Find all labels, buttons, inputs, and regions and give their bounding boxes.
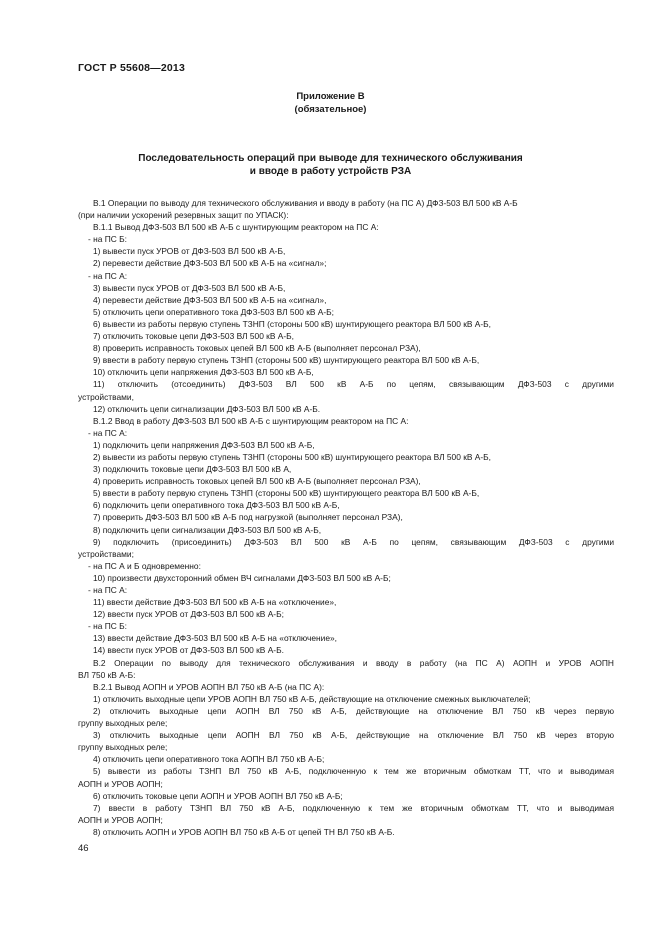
text-line: АОПН и УРОВ АОПН; <box>78 778 163 789</box>
text-line: 9) подключить (присоединить) ДФЗ-503 ВЛ 500 кВ А-Б по цепям, связывающим ДФЗ-503 с другими <box>93 536 614 547</box>
text-line: В.1.2 Ввод в работу ДФЗ-503 ВЛ 500 кВ А-Б с шунтирующим реактором на ПС А: <box>93 415 409 426</box>
text-line: 12) ввести пуск УРОВ от ДФЗ-503 ВЛ 500 кВ А-Б; <box>93 609 284 620</box>
text-line: группу выходных реле; <box>78 742 168 753</box>
text-line: ВЛ 750 кВ А-Б: <box>78 669 136 680</box>
text-line: группу выходных реле; <box>78 718 168 729</box>
text-line: В.2 Операции по выводу для технического обслуживания и вводу в работу (на ПС А) АОПН и УРОВ АОПН <box>93 657 614 668</box>
section-title-line-2: и вводе в работу устройств РЗА <box>249 166 412 177</box>
text-line: 14) ввести пуск УРОВ от ДФЗ-503 ВЛ 500 кВ А-Б. <box>93 645 284 656</box>
page-number: 46 <box>78 843 89 854</box>
section-title <box>0 152 661 178</box>
text-line: - на ПС Б: <box>88 621 127 632</box>
text-line: 6) вывести из работы первую ступень ТЗНП (стороны 500 кВ) шунтирующего реактора ВЛ 500 кВ А-Б, <box>93 318 491 329</box>
appendix-title: Приложение В <box>296 91 365 102</box>
text-line: 1) подключить цепи напряжения ДФЗ-503 ВЛ 500 кВ А-Б, <box>93 439 315 450</box>
text-line: - на ПС А: <box>88 270 128 281</box>
text-line: 7) отключить токовые цепи ДФЗ-503 ВЛ 500 кВ А-Б, <box>93 331 294 342</box>
text-line: 2) перевести действие ДФЗ-503 ВЛ 500 кВ А-Б на «сигнал»; <box>93 258 327 269</box>
text-line: 8) отключить АОПН и УРОВ АОПН ВЛ 750 кВ А-Б от цепей ТН ВЛ 750 кВ А-Б. <box>93 826 395 837</box>
text-line: 2) вывести из работы первую ступень ТЗНП (стороны 500 кВ) шунтирующего реактора ВЛ 500 кВ А-Б, <box>93 451 491 462</box>
text-line: В.1.1 Вывод ДФЗ-503 ВЛ 500 кВ А-Б с шунтирующим реактором на ПС А: <box>93 222 379 233</box>
text-line: 11) отключить (отсоединить) ДФЗ-503 ВЛ 500 кВ А-Б по цепям, связывающим ДФЗ-503 с другими <box>93 379 614 390</box>
text-line: 4) перевести действие ДФЗ-503 ВЛ 500 кВ А-Б на «сигнал», <box>93 294 327 305</box>
text-line: 13) ввести действие ДФЗ-503 ВЛ 500 кВ А-Б на «отключение», <box>93 633 337 644</box>
text-line: 6) подключить цепи оперативного тока ДФЗ-503 ВЛ 500 кВ А-Б, <box>93 500 340 511</box>
text-line: 6) отключить токовые цепи АОПН и УРОВ АОПН ВЛ 750 кВ А-Б; <box>93 790 343 801</box>
text-line: устройствами; <box>78 548 134 559</box>
text-line: 1) вывести пуск УРОВ от ДФЗ-503 ВЛ 500 кВ А-Б, <box>93 246 286 257</box>
section-title-line-1: Последовательность операций при выводе для технического обслуживания <box>138 153 523 164</box>
text-line: В.1 Операции по выводу для технического обслуживания и вводу в работу (на ПС А) ДФЗ-503 ВЛ 500 кВ А-Б <box>93 198 518 208</box>
text-line: 10) отключить цепи напряжения ДФЗ-503 ВЛ 500 кВ А-Б, <box>93 367 314 378</box>
document-header: ГОСТ Р 55608—2013 <box>78 62 186 74</box>
text-line: 12) отключить цепи сигнализации ДФЗ-503 ВЛ 500 кВ А-Б. <box>93 403 321 414</box>
text-line: 1) отключить выходные цепи УРОВ АОПН ВЛ 750 кВ А-Б, действующие на отключение смежных выключателей; <box>93 693 531 704</box>
text-line: устройствами, <box>78 391 134 402</box>
text-line: - на ПС А и Б одновременно: <box>88 560 201 571</box>
text-line: - на ПС А: <box>88 427 128 438</box>
text-line: 3) подключить токовые цепи ДФЗ-503 ВЛ 500 кВ А, <box>93 464 292 475</box>
text-line: - на ПС А: <box>88 585 128 595</box>
text-line: 7) проверить ДФЗ-503 ВЛ 500 кВ А-Б под нагрузкой (выполняет персонал РЗА), <box>93 512 403 523</box>
text-line: 9) ввести в работу первую ступень ТЗНП (стороны 500 кВ) шунтирующего реактора ВЛ 500 кВ А-Б, <box>93 355 480 366</box>
text-line: 5) ввести в работу первую ступень ТЗНП (стороны 500 кВ) шунтирующего реактора ВЛ 500 кВ А-Б, <box>93 488 480 499</box>
text-line: (при наличии ускорений резервных защит по УПАСК): <box>78 210 289 221</box>
text-line: 3) вывести пуск УРОВ от ДФЗ-503 ВЛ 500 кВ А-Б, <box>93 282 286 293</box>
text-line: 8) проверить исправность токовых цепей ВЛ 500 кВ А-Б (выполняет персонал РЗА), <box>93 343 421 354</box>
text-line: - на ПС Б: <box>88 234 127 245</box>
text-line: АОПН и УРОВ АОПН; <box>78 814 163 825</box>
text-line: 2) отключить выходные цепи АОПН ВЛ 750 кВ А-Б, действующие на отключение ВЛ 750 кВ через первую <box>93 705 614 716</box>
appendix-heading <box>0 91 661 116</box>
text-line: 10) произвести двухсторонний обмен ВЧ сигналами ДФЗ-503 ВЛ 500 кВ А-Б; <box>93 572 391 583</box>
text-line: 5) отключить цепи оперативного тока ДФЗ-503 ВЛ 500 кВ А-Б; <box>93 306 335 317</box>
appendix-subtitle: (обязательное) <box>294 103 367 115</box>
text-line: 4) отключить цепи оперативного тока АОПН ВЛ 750 кВ А-Б; <box>93 754 325 765</box>
text-line: 3) отключить выходные цепи АОПН ВЛ 750 кВ А-Б, действующие на отключение ВЛ 750 кВ через вторую <box>93 730 614 741</box>
text-line: В.2.1 Вывод АОПН и УРОВ АОПН ВЛ 750 кВ А-Б (на ПС А): <box>93 681 325 692</box>
text-line: 5) вывести из работы ТЗНП ВЛ 750 кВ А-Б, подключенную к тем же вторичным обмоткам ТТ, что и выводимая <box>93 766 614 777</box>
text-line: 4) проверить исправность токовых цепей ВЛ 500 кВ А-Б (выполняет персонал РЗА), <box>93 476 421 487</box>
text-line: 11) ввести действие ДФЗ-503 ВЛ 500 кВ А-Б на «отключение», <box>93 597 337 608</box>
document-body <box>78 197 614 838</box>
text-line: 7) ввести в работу ТЗНП ВЛ 750 кВ А-Б, подключенную к тем же вторичным обмоткам ТТ, что и выводимая <box>93 802 614 813</box>
text-line: 8) подключить цепи сигнализации ДФЗ-503 ВЛ 500 кВ А-Б, <box>93 524 322 535</box>
